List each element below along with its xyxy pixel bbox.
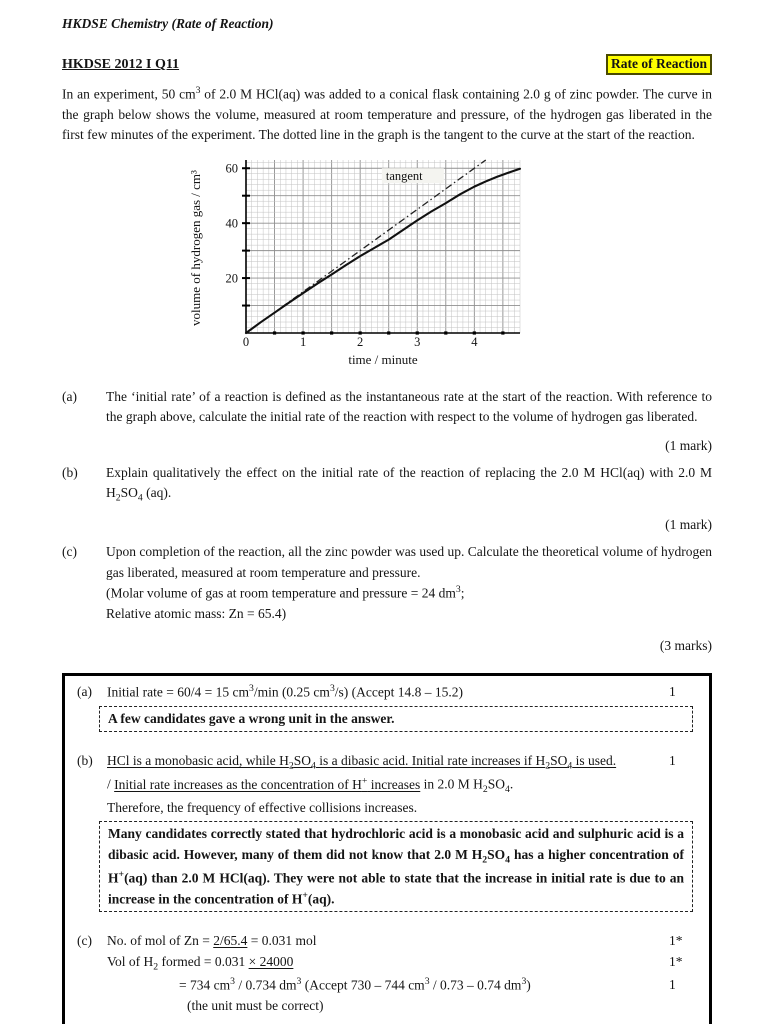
examiner-comment-a: A few candidates gave a wrong unit in the answer. bbox=[99, 706, 693, 732]
answer-b-line3: Therefore, the frequency of effective collisions increases. bbox=[107, 800, 418, 816]
svg-text:1: 1 bbox=[299, 334, 307, 349]
answer-a-row bbox=[77, 682, 709, 703]
question-c-note1: (Molar volume of gas at room temperature and pressure = 24 $dm^3$; bbox=[106, 583, 465, 601]
marking-scheme-table bbox=[62, 673, 712, 1024]
question-c-marks: (3 marks) bbox=[659, 637, 712, 653]
answer-b-row bbox=[77, 751, 709, 818]
question-a-marks: (1 mark) bbox=[665, 438, 712, 454]
answer-a-mark1: 1 bbox=[669, 684, 676, 700]
answer-c-row4 bbox=[77, 996, 709, 1016]
question-b-marks: (1 mark) bbox=[665, 517, 712, 533]
hydrogen-volume-graph bbox=[184, 153, 544, 371]
chart-container bbox=[184, 153, 712, 377]
svg-text:time / minute: time / minute bbox=[348, 351, 418, 367]
examiner-comment-b: Many candidates correctly stated that hydrochloric acid is a monobasic acid and sulphuric acid is a dibasic acid. However, many of them did not know that 2.0 M $H_2SO_4$ has a higher concentration of H+(aq) than 2.0 M HCl(aq). They were not able to state that the increase in initial rate is due to an increase in the concentration of H+(aq). bbox=[99, 821, 693, 912]
spacer bbox=[77, 732, 709, 751]
question-c-label: (c) bbox=[62, 544, 77, 560]
title-row bbox=[62, 54, 712, 75]
question-c-note2: Relative atomic mass: Zn = 65.4) bbox=[106, 605, 287, 621]
answer-c-row1 bbox=[77, 931, 709, 951]
svg-text:60: 60 bbox=[225, 161, 238, 176]
question-c bbox=[62, 542, 712, 624]
svg-text:40: 40 bbox=[225, 216, 238, 231]
answer-c-line1: No. of mol of Zn = 2/65.4 = 0.031 mol bbox=[107, 933, 317, 949]
question-b-label: (b) bbox=[62, 464, 78, 480]
svg-text:tangent: tangent bbox=[385, 168, 423, 183]
question-a bbox=[62, 387, 712, 428]
answer-c-label: (c) bbox=[77, 933, 92, 949]
question-b-text: Explain qualitatively the effect on the initial rate of the reaction of replacing the 2.0 M HCl(aq) with 2.0 M $H_2SO_4$ (aq). bbox=[106, 464, 712, 504]
answer-c-mark2: 1* bbox=[669, 953, 683, 969]
question-a-label: (a) bbox=[62, 388, 77, 404]
answer-a-line1: Initial rate = 60/4 = 15 $cm^3/\min$ (0.25 $cm^3/s$) (Accept 14.8 – 15.2) bbox=[107, 683, 464, 700]
answer-c-line4: (the unit must be correct) bbox=[187, 997, 324, 1013]
question-c-text bbox=[106, 542, 712, 624]
answer-c-mark3: 1 bbox=[669, 976, 676, 992]
svg-text:20: 20 bbox=[225, 271, 238, 286]
topic-badge: Rate of Reaction bbox=[606, 54, 712, 75]
intro-paragraph: In an experiment, 50 $cm^3$ of 2.0 M HCl(aq) was added to a conical flask containing 2.0 g of zinc powder. The curve in the graph below shows the volume, measured at room temperature and pressure, of the hydrogen gas liberated in the first few minutes of the experiment. The dotted line in the graph is the tangent to the curve at the start of the reaction. bbox=[62, 85, 712, 143]
svg-text:3: 3 bbox=[414, 334, 421, 349]
question-title: HKDSE 2012 I Q11 bbox=[62, 57, 180, 73]
svg-text:4: 4 bbox=[471, 334, 478, 349]
question-b bbox=[62, 463, 712, 507]
answer-c-line2: Vol of $H_2$ formed = 0.031 × 24000 bbox=[107, 953, 294, 973]
answer-c-mark1: 1* bbox=[669, 933, 683, 949]
answer-c-row2 bbox=[77, 952, 709, 975]
question-a-text: The ‘initial rate’ of a reaction is defined as the instantaneous rate at the start of the reaction. With reference to the graph above, calculate the initial rate of the reaction with respect to the volume of hydrogen gas liberated. bbox=[106, 388, 712, 424]
answer-b-line1: HCl is a monobasic acid, while $H_2SO_4$ is a dibasic acid. Initial rate increases if $H_2SO_4$ is used. bbox=[107, 753, 617, 772]
answer-a-label: (a) bbox=[77, 684, 92, 700]
doc-header-title: HKDSE Chemistry (Rate of Reaction) bbox=[62, 16, 274, 31]
answer-b-label: (b) bbox=[77, 753, 93, 769]
question-c-main: Upon completion of the reaction, all the zinc powder was used up. Calculate the theoretical volume of hydrogen gas liberated, measured at room temperature and pressure. bbox=[106, 544, 712, 580]
answer-b-content bbox=[107, 751, 663, 818]
answer-c-line3: = 734 $cm^3 / 0.734$ $dm^3$ (Accept 730 – 744 $cm^3 / 0.73 - 0.74$ $dm^3$) bbox=[179, 975, 531, 993]
svg-text:2: 2 bbox=[357, 334, 364, 349]
answer-b-line2: / Initial rate increases as the concentration of H+ increases in 2.0 M $H_2SO_4$. bbox=[107, 775, 514, 796]
answer-c-row3 bbox=[77, 975, 709, 996]
svg-text:0: 0 bbox=[242, 334, 250, 349]
spacer bbox=[77, 912, 709, 931]
svg-text:volume of hydrogen gas / cm³: volume of hydrogen gas / cm³ bbox=[188, 169, 203, 326]
answer-b-mark1: 1 bbox=[669, 753, 676, 769]
